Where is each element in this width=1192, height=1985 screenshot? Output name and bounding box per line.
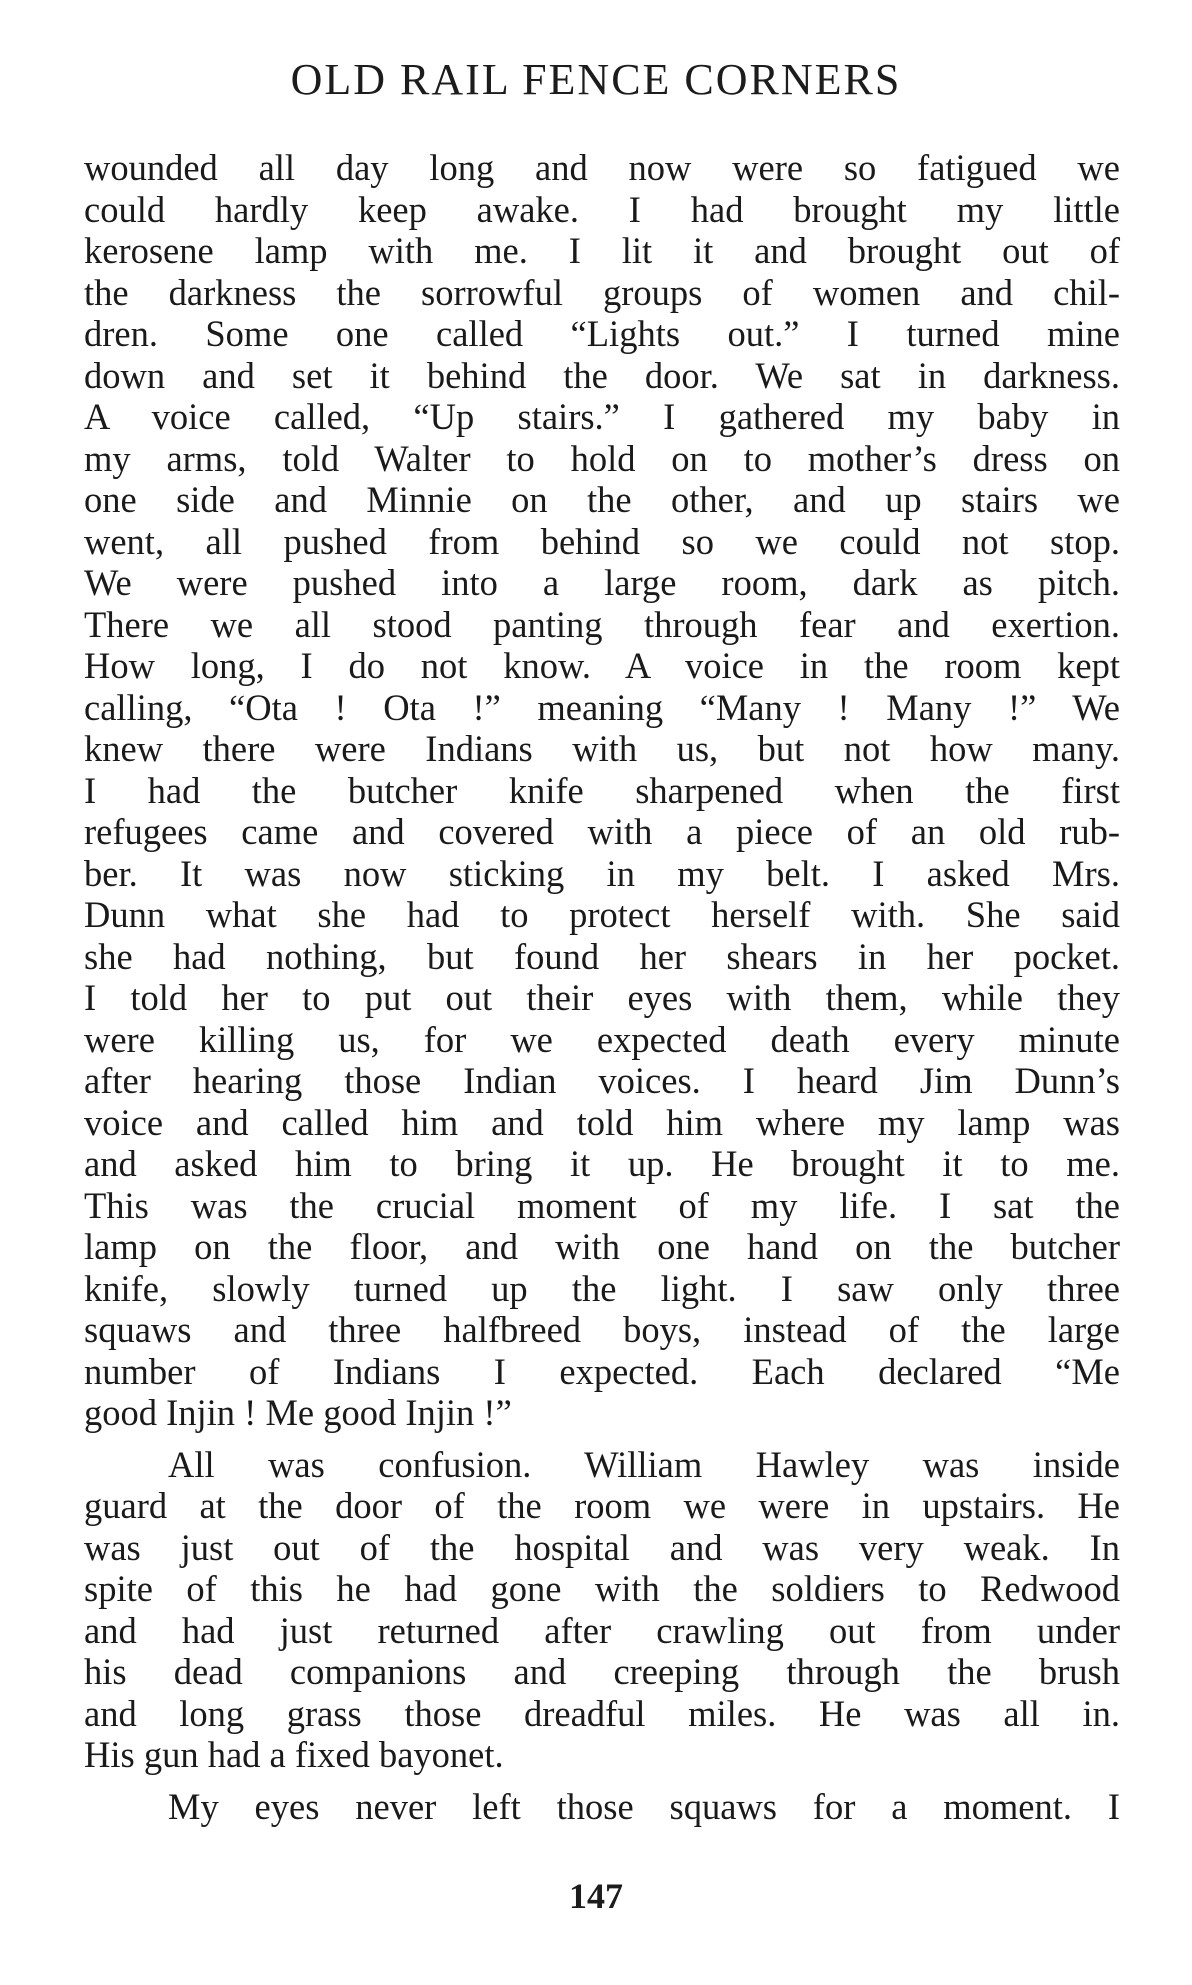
- text-line: We were pushed into a large room, dark as pitch.: [84, 562, 1120, 603]
- text-line: This was the crucial moment of my life. I sat the: [84, 1184, 1120, 1226]
- text-line: wounded all day long and now were so fatigued we: [84, 147, 1120, 188]
- text-line: his dead companions and creeping through the brush: [84, 1651, 1120, 1692]
- text-line: were killing us, for we expected death every minute: [84, 1018, 1120, 1060]
- text-line: squaws and three halfbreed boys, instead of the large: [84, 1309, 1120, 1350]
- text-line: voice and called him and told him where my lamp was: [84, 1101, 1120, 1143]
- text-line: number of Indians I expected. Each declared “Me: [84, 1350, 1120, 1392]
- text-line: A voice called, “Up stairs.” I gathered my baby in: [84, 396, 1120, 437]
- text-line: There we all stood panting through fear and exertion.: [84, 603, 1120, 645]
- text-line: one side and Minnie on the other, and up stairs we: [84, 479, 1120, 520]
- text-line: All was confusion. William Hawley was inside: [168, 1443, 1120, 1485]
- text-line: knife, slowly turned up the light. I saw only three: [84, 1267, 1120, 1309]
- text-line: His gun had a fixed bayonet.: [84, 1734, 504, 1775]
- text-line: and had just returned after crawling out from under: [84, 1609, 1120, 1651]
- text-line: the darkness the sorrowful groups of women and chil-: [84, 271, 1120, 313]
- text-line: Dunn what she had to protect herself with. She said: [84, 894, 1120, 935]
- text-line: after hearing those Indian voices. I heard Jim Dunn’s: [84, 1060, 1120, 1101]
- text-line: could hardly keep awake. I had brought my little: [84, 188, 1120, 230]
- text-line: good Injin ! Me good Injin !”: [84, 1392, 512, 1433]
- paragraph: [84, 147, 1120, 1434]
- paragraph-gap: [84, 1776, 1120, 1786]
- text-line: My eyes never left those squaws for a moment. I: [168, 1785, 1120, 1827]
- running-head: OLD RAIL FENCE CORNERS: [290, 55, 902, 104]
- text-line: I had the butcher knife sharpened when the first: [84, 769, 1120, 811]
- text-line: down and set it behind the door. We sat in darkness.: [84, 354, 1120, 396]
- text-line: spite of this he had gone with the soldiers to Redwood: [84, 1568, 1120, 1609]
- text-line: and asked him to bring it up. He brought it to me.: [84, 1143, 1120, 1184]
- text-line: How long, I do not know. A voice in the room kept: [84, 645, 1120, 686]
- text-line: I told her to put out their eyes with them, while they: [84, 977, 1120, 1018]
- text-line: lamp on the floor, and with one hand on the butcher: [84, 1226, 1120, 1267]
- paragraph: [84, 1786, 1120, 1828]
- text-line: guard at the door of the room we were in upstairs. He: [84, 1485, 1120, 1526]
- text-line: kerosene lamp with me. I lit it and brought out of: [84, 230, 1120, 271]
- text-line: she had nothing, but found her shears in her pocket.: [84, 935, 1120, 977]
- text-line: refugees came and covered with a piece of an old rub-: [84, 811, 1120, 852]
- page-number: 147: [569, 1876, 623, 1916]
- text-line: and long grass those dreadful miles. He was all in.: [84, 1692, 1120, 1734]
- text-line: ber. It was now sticking in my belt. I asked Mrs.: [84, 852, 1120, 894]
- text-line: knew there were Indians with us, but not how many.: [84, 728, 1120, 769]
- text-line: my arms, told Walter to hold on to mother’s dress on: [84, 437, 1120, 479]
- paragraph-gap: [84, 1434, 1120, 1444]
- text-line: was just out of the hospital and was very weak. In: [84, 1526, 1120, 1568]
- text-line: dren. Some one called “Lights out.” I turned mine: [84, 313, 1120, 354]
- paragraph: [84, 1444, 1120, 1776]
- body-text: [84, 147, 1120, 1827]
- text-line: calling, “Ota ! Ota !” meaning “Many ! Many !” We: [84, 686, 1120, 728]
- text-line: went, all pushed from behind so we could not stop.: [84, 520, 1120, 562]
